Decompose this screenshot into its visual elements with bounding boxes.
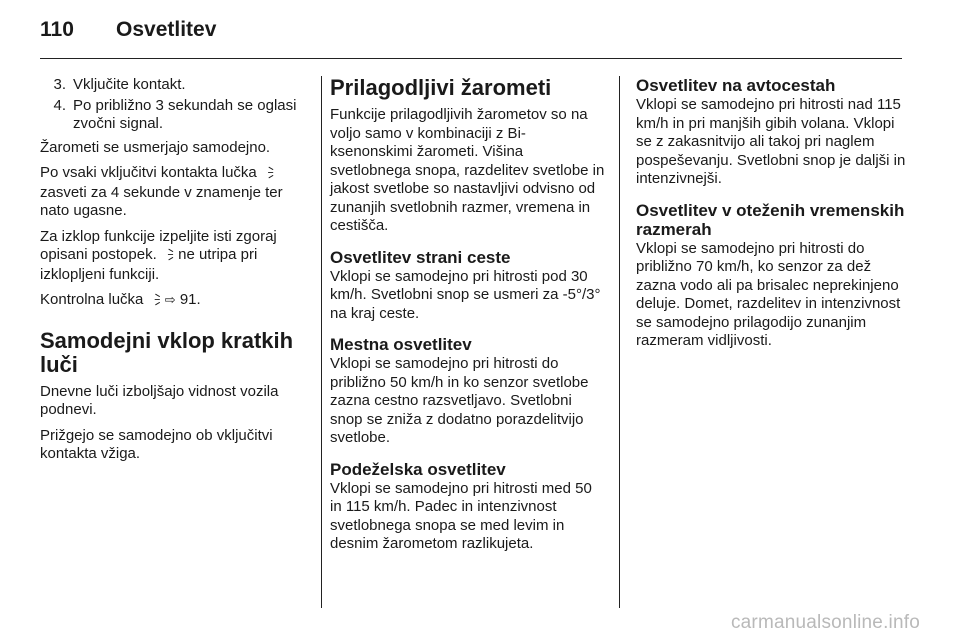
list-item	[40, 76, 305, 95]
paragraph-text: Za izklop funkcije izpeljite isti zgoraj opisani postopek.	[40, 227, 277, 263]
paragraph: Žarometi se usmerjajo samodejno.	[40, 138, 271, 156]
column-left	[40, 76, 305, 471]
heading: Samodejni vklop kratkih luči	[40, 327, 294, 377]
steps-list	[40, 76, 305, 134]
paragraph-text: ne utripa pri izklopljeni funkciji.	[40, 246, 258, 283]
adaptive-headlight-icon: 🗦	[260, 166, 274, 181]
paragraph: Prižgejo se samodejno ob vključitvi kontakta vžiga.	[40, 426, 273, 462]
paragraph-text: Po vsaki vključitvi kontakta lučka	[40, 164, 257, 181]
paragraph	[40, 164, 305, 221]
column-right	[636, 76, 906, 358]
page-reference-icon[interactable]: ⇨	[164, 293, 176, 308]
heading: Prilagodljivi žarometi	[330, 75, 552, 100]
paragraph	[40, 291, 305, 311]
step-number: 4.	[53, 96, 66, 114]
paragraph: Dnevne luči izboljšajo vidnost vozila podnevi.	[40, 382, 279, 418]
column-middle	[330, 76, 605, 561]
paragraph-text: Kontrolna lučka	[40, 291, 144, 308]
adaptive-headlight-icon: 🗦	[160, 248, 174, 263]
step-text: Po približno 3 sekundah se oglasi zvočni signal.	[73, 96, 297, 132]
subheading: Osvetlitev v oteženih vremenskih razmerah	[636, 200, 905, 239]
paragraph: Funkcije prilagodljivih žarometov so na voljo samo v kombinaciji z Bi-ksenonskimi žarometi. Višina svetlobnega snopa, razdelitev svetlobe in jakost svetlobe so nastavljivi odvisno od zunanjih svetlobnih razmer, vremena in cestišča.	[330, 106, 605, 234]
paragraph: Vklopi se samodejno pri hitrosti pod 30 km/h. Svetlobni snop se usmeri za -5°/3° na kraj ceste.	[330, 267, 601, 322]
column-divider	[619, 76, 620, 608]
paragraph: Vklopi se samodejno pri hitrosti nad 115 km/h in pri manjših gibih volana. Vklopi se z zakasnitvijo ali takoj pri naglem pospeševanju. Svetlobni snop je daljši in intenzivnejši.	[636, 96, 906, 187]
watermark: carmanualsonline.info	[730, 612, 920, 633]
page-header	[0, 0, 960, 60]
step-text: Vključite kontakt.	[73, 76, 186, 93]
subheading: Osvetlitev strani ceste	[330, 247, 511, 267]
page-number: 110	[40, 18, 74, 41]
paragraph: Vklopi se samodejno pri hitrosti med 50 in 115 km/h. Padec in intenzivnost svetlobnega snopa se med levim in desnim žarometom razlikujeta.	[330, 479, 592, 552]
subheading: Podeželska osvetlitev	[330, 459, 506, 479]
paragraph: Vklopi se samodejno pri hitrosti do približno 50 km/h in ko senzor svetlobe zazna cestno razsvetljavo. Svetlobni snop se zniža z dodatno porazdelitvijo svetlobe.	[330, 355, 589, 446]
column-divider	[321, 76, 322, 608]
paragraph	[40, 228, 305, 285]
paragraph-text: zasveti za 4 sekunde v znamenje ter nato ugasne.	[40, 183, 283, 219]
list-item	[40, 97, 305, 134]
step-number: 3.	[53, 76, 66, 93]
adaptive-headlight-icon: 🗦	[147, 293, 161, 308]
paragraph: Vklopi se samodejno pri hitrosti do približno 70 km/h, ko senzor za dež zazna vodo ali pa brisalec neprekinjeno deluje. Domet, razdelitev in intenzivnost se samodejno prilagodijo zunanjim razmeram vidljivosti.	[636, 239, 901, 349]
section-title: Osvetlitev	[116, 18, 217, 41]
header-rule	[40, 58, 902, 59]
subheading: Mestna osvetlitev	[330, 335, 472, 354]
subheading: Osvetlitev na avtocestah	[636, 76, 836, 95]
page-reference-link[interactable]: 91.	[179, 291, 201, 308]
